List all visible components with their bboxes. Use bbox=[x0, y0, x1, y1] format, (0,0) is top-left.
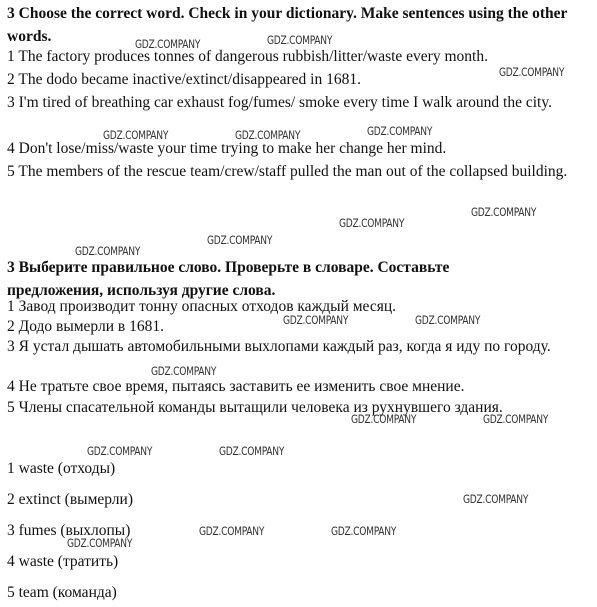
watermark: GDZ.COMPANY bbox=[235, 128, 301, 142]
watermark: GDZ.COMPANY bbox=[219, 444, 285, 458]
watermark: GDZ.COMPANY bbox=[483, 412, 549, 426]
watermark: GDZ.COMPANY bbox=[87, 444, 153, 458]
english-heading: 3 Choose the correct word. Check in your dictionary. Make sentences using the other words. bbox=[7, 5, 568, 45]
watermark: GDZ.COMPANY bbox=[135, 37, 201, 51]
english-item-4: 4 Don't lose/miss/waste your time trying to make her change her mind. bbox=[7, 140, 447, 157]
russian-item-5: 5 Члены спасательной команды вытащили человека из рухнувшего здания. bbox=[7, 399, 503, 416]
watermark: GDZ.COMPANY bbox=[67, 536, 133, 550]
english-item-1: 1 The factory produces tonnes of dangerous rubbish/litter/waste every month. bbox=[7, 48, 488, 65]
answer-1: 1 waste (отходы) bbox=[7, 460, 116, 477]
english-item-5: 5 The members of the rescue team/crew/staff pulled the man out of the collapsed building. bbox=[7, 163, 568, 180]
russian-item-2: 2 Додо вымерли в 1681. bbox=[7, 318, 164, 335]
watermark: GDZ.COMPANY bbox=[103, 128, 169, 142]
answer-4: 4 waste (тратить) bbox=[7, 553, 119, 570]
answer-2: 2 extinct (вымерли) bbox=[7, 491, 133, 508]
russian-item-3: 3 Я устал дышать автомобильными выхлопами каждый раз, когда я иду по городу. bbox=[7, 338, 551, 355]
watermark: GDZ.COMPANY bbox=[339, 216, 405, 230]
answer-5: 5 team (команда) bbox=[7, 584, 117, 601]
watermark: GDZ.COMPANY bbox=[75, 244, 141, 258]
russian-heading: 3 Выберите правильное слово. Проверьте в словаре. Составьте предложения, используя другие слова. bbox=[7, 259, 450, 299]
russian-item-4: 4 Не тратьте свое время, пытаясь заставить ее изменить свое мнение. bbox=[7, 378, 465, 395]
watermark: GDZ.COMPANY bbox=[367, 124, 433, 138]
russian-item-1: 1 Завод производит тонну опасных отходов каждый месяц. bbox=[7, 298, 396, 315]
watermark: GDZ.COMPANY bbox=[415, 313, 481, 327]
watermark: GDZ.COMPANY bbox=[151, 364, 217, 378]
watermark: GDZ.COMPANY bbox=[471, 205, 537, 219]
english-item-3: 3 I'm tired of breathing car exhaust fog/fumes/ smoke every time I walk around the city. bbox=[7, 94, 552, 111]
watermark: GDZ.COMPANY bbox=[199, 524, 265, 538]
watermark: GDZ.COMPANY bbox=[331, 524, 397, 538]
watermark: GDZ.COMPANY bbox=[463, 492, 529, 506]
english-item-2: 2 The dodo became inactive/extinct/disappeared in 1681. bbox=[7, 71, 361, 88]
watermark: GDZ.COMPANY bbox=[207, 233, 273, 247]
watermark: GDZ.COMPANY bbox=[499, 65, 565, 79]
watermark: GDZ.COMPANY bbox=[267, 33, 333, 47]
watermark: GDZ.COMPANY bbox=[351, 412, 417, 426]
watermark: GDZ.COMPANY bbox=[283, 313, 349, 327]
answer-3: 3 fumes (выхлопы) bbox=[7, 522, 131, 539]
